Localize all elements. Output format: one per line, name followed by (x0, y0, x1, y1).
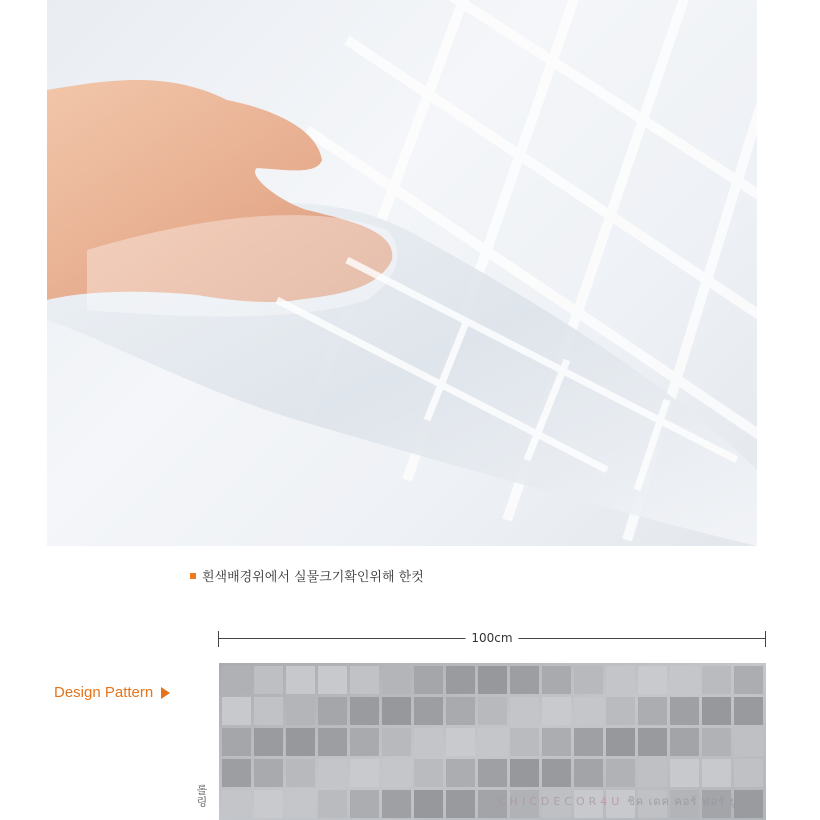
pattern-tile (350, 697, 379, 725)
pattern-tile (414, 697, 443, 725)
pattern-tile (542, 759, 571, 787)
pattern-tile (638, 728, 667, 756)
pattern-tile (478, 759, 507, 787)
pattern-tile (382, 666, 411, 694)
pattern-tile (254, 728, 283, 756)
pattern-tile (510, 759, 539, 787)
pattern-tile (446, 697, 475, 725)
pattern-tile (606, 728, 635, 756)
pattern-tile (638, 666, 667, 694)
pattern-tile (286, 728, 315, 756)
pattern-tile (350, 666, 379, 694)
brand-watermark (498, 792, 737, 810)
pattern-tile (414, 666, 443, 694)
pattern-tile (414, 759, 443, 787)
pattern-tile (254, 790, 283, 818)
pattern-tile (574, 666, 603, 694)
pattern-tile (734, 790, 763, 818)
play-arrow-icon (161, 687, 170, 699)
pattern-tile (670, 697, 699, 725)
dimension-cap-left (218, 631, 219, 647)
watermark-brand: CHICDECOR (498, 795, 601, 808)
pattern-tile (382, 790, 411, 818)
pattern-tile (318, 728, 347, 756)
pattern-tile (670, 666, 699, 694)
pattern-tile (446, 666, 475, 694)
pattern-tile (478, 666, 507, 694)
pattern-tile (382, 759, 411, 787)
pattern-tile (222, 697, 251, 725)
pattern-tile (286, 759, 315, 787)
pattern-tile (638, 697, 667, 725)
pattern-tile (286, 790, 315, 818)
pattern-tile (318, 759, 347, 787)
pattern-tile (670, 759, 699, 787)
pattern-tile (446, 759, 475, 787)
pattern-tile (350, 790, 379, 818)
pattern-tile (510, 728, 539, 756)
pattern-tile (222, 728, 251, 756)
pattern-tile (510, 666, 539, 694)
pattern-tile (318, 697, 347, 725)
pattern-tile (286, 697, 315, 725)
photo-caption (190, 566, 424, 585)
design-pattern-heading (54, 684, 170, 701)
pattern-tile (734, 697, 763, 725)
pattern-tile (702, 759, 731, 787)
pattern-tile (350, 759, 379, 787)
pattern-tile (606, 759, 635, 787)
pattern-tile (414, 790, 443, 818)
bullet-square-icon (190, 573, 196, 579)
pattern-tile (478, 728, 507, 756)
product-photo (47, 0, 757, 546)
width-dimension-ruler (218, 629, 766, 649)
pattern-tile (350, 728, 379, 756)
pattern-tile (478, 697, 507, 725)
pattern-tile (702, 697, 731, 725)
rolling-side-label: 롤링 (195, 784, 208, 808)
pattern-tile (638, 759, 667, 787)
pattern-tile (318, 666, 347, 694)
pattern-tile (734, 666, 763, 694)
pattern-tile (318, 790, 347, 818)
dimension-cap-right (765, 631, 766, 647)
pattern-tile (222, 666, 251, 694)
pattern-tile (702, 666, 731, 694)
pattern-tile (702, 728, 731, 756)
watermark-brand-suffix: 4U (600, 795, 624, 808)
design-pattern-label: Design Pattern (54, 684, 154, 701)
pattern-tile (542, 666, 571, 694)
pattern-tile (222, 759, 251, 787)
pattern-tile (446, 728, 475, 756)
pattern-tile (542, 728, 571, 756)
pattern-tile (446, 790, 475, 818)
pattern-tile (254, 666, 283, 694)
pattern-tile (254, 697, 283, 725)
dimension-label: 100cm (465, 629, 518, 647)
pattern-tile (286, 666, 315, 694)
pattern-tile (542, 697, 571, 725)
pattern-tile (222, 790, 251, 818)
pattern-tile (382, 697, 411, 725)
watermark-thai: ชิค เดค คอร์ ฟอร์ ยู (627, 795, 738, 808)
pattern-tile (734, 759, 763, 787)
pattern-tile (510, 697, 539, 725)
caption-text: 흰색배경위에서 실물크기확인위해 한컷 (202, 570, 424, 585)
pattern-tile (606, 697, 635, 725)
pattern-tile (734, 728, 763, 756)
pattern-tile (606, 666, 635, 694)
pattern-tile (670, 728, 699, 756)
pattern-tile (254, 759, 283, 787)
frosted-film-illustration (47, 0, 757, 546)
pattern-tile (382, 728, 411, 756)
pattern-tile (574, 759, 603, 787)
pattern-tile (414, 728, 443, 756)
pattern-tile (574, 697, 603, 725)
pattern-tile (574, 728, 603, 756)
